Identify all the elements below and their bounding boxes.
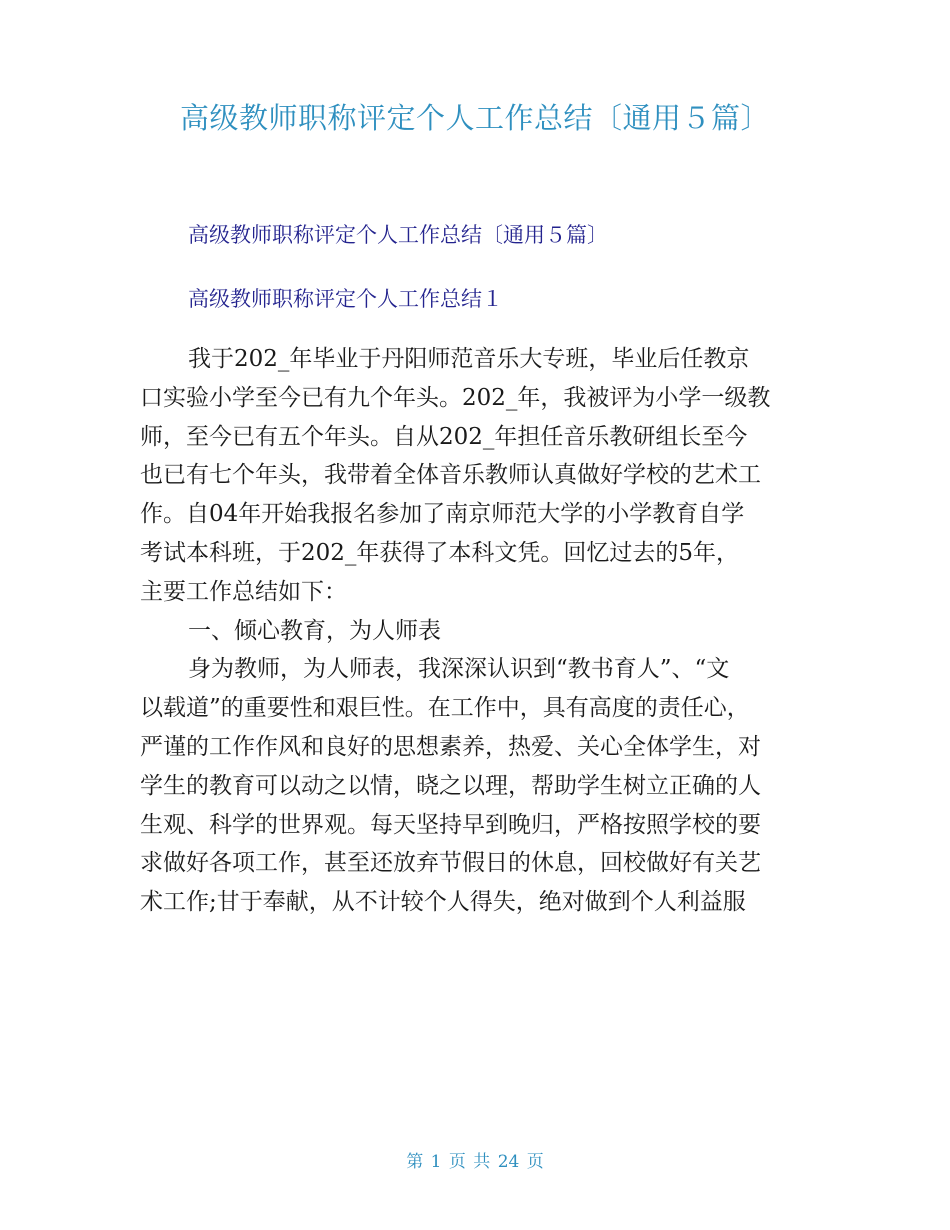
paragraph-line: 以载道”的重要性和艰巨性。在工作中，具有高度的责任心， xyxy=(140,695,750,722)
paragraph-line: 师，至今已有五个年头。自从202_年担任音乐教研组长至今 xyxy=(140,423,748,450)
paragraph-line: 学生的教育可以动之以情，晓之以理，帮助学生树立正确的人 xyxy=(140,772,761,799)
body-text xyxy=(140,340,820,922)
paragraph-line: 求做好各项工作，甚至还放弃节假日的休息，回校做好有关艺 xyxy=(140,850,761,877)
paragraph-line: 主要工作总结如下： xyxy=(140,578,347,605)
paragraph-line: 我于202_年毕业于丹阳师范音乐大专班，毕业后任教京 xyxy=(188,346,750,372)
section-heading: 高级教师职称评定个人工作总结１ xyxy=(188,287,503,311)
document-title: 高级教师职称评定个人工作总结〔通用５篇〕 xyxy=(179,101,770,135)
section-heading-line: 一、倾心教育，为人师表 xyxy=(188,617,441,644)
paragraph-line: 生观、科学的世界观。每天坚持早到晚归，严格按照学校的要 xyxy=(140,811,761,838)
document-subtitle: 高级教师职称评定个人工作总结〔通用５篇〕 xyxy=(188,223,608,247)
paragraph-line: 严谨的工作作风和良好的思想素养，热爱、关心全体学生，对 xyxy=(140,733,761,760)
paragraph-line: 身为教师，为人师表，我深深认识到“教书育人”、“文 xyxy=(188,656,730,683)
page-number-footer: 第 1 页 共 24 页 xyxy=(406,1152,544,1172)
paragraph-line: 考试本科班，于202_年获得了本科文凭。回忆过去的5年， xyxy=(140,539,740,566)
paragraph-line: 口实验小学至今已有九个年头。202_年，我被评为小学一级教 xyxy=(140,384,771,411)
paragraph-line: 术工作;甘于奉献，从不计较个人得失，绝对做到个人利益服 xyxy=(140,889,746,916)
paragraph-line: 作。自04年开始我报名参加了南京师范大学的小学教育自学 xyxy=(140,501,745,528)
paragraph-line: 也已有七个年头，我带着全体音乐教师认真做好学校的艺术工 xyxy=(140,462,761,489)
